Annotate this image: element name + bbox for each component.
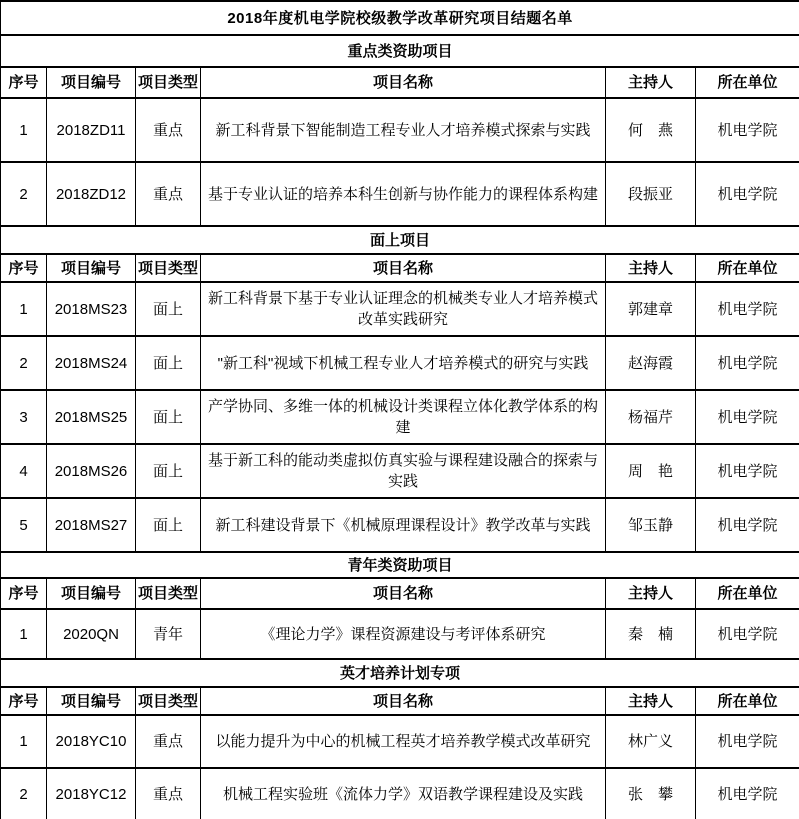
column-header-project-name: 项目名称 bbox=[201, 254, 606, 282]
cell-project-type: 重点 bbox=[136, 98, 201, 162]
column-header-project-name: 项目名称 bbox=[201, 687, 606, 715]
cell-project-name: 机械工程实验班《流体力学》双语教学课程建设及实践 bbox=[201, 768, 606, 819]
column-header-department: 所在单位 bbox=[696, 254, 799, 282]
cell-project-code: 2020QN bbox=[47, 609, 136, 659]
cell-project-code: 2018MS23 bbox=[47, 282, 136, 336]
table-row bbox=[1, 390, 799, 444]
cell-project-name: 新工科背景下基于专业认证理念的机械类专业人才培养模式改革实践研究 bbox=[201, 282, 606, 336]
column-header-index: 序号 bbox=[1, 687, 47, 715]
column-header-row bbox=[1, 254, 799, 282]
cell-project-code: 2018MS27 bbox=[47, 498, 136, 552]
cell-department: 机电学院 bbox=[696, 336, 799, 390]
cell-leader: 何 燕 bbox=[606, 98, 696, 162]
column-header-leader: 主持人 bbox=[606, 67, 696, 98]
cell-project-code: 2018MS24 bbox=[47, 336, 136, 390]
column-header-row bbox=[1, 687, 799, 715]
column-header-project-type: 项目类型 bbox=[136, 67, 201, 98]
table-row bbox=[1, 444, 799, 498]
cell-project-type: 重点 bbox=[136, 768, 201, 819]
section-title: 英才培养计划专项 bbox=[1, 659, 799, 687]
cell-leader: 杨福芹 bbox=[606, 390, 696, 444]
cell-index: 2 bbox=[1, 336, 47, 390]
cell-project-code: 2018MS25 bbox=[47, 390, 136, 444]
cell-leader: 张 攀 bbox=[606, 768, 696, 819]
cell-department: 机电学院 bbox=[696, 444, 799, 498]
cell-leader: 林广义 bbox=[606, 715, 696, 768]
column-header-project-type: 项目类型 bbox=[136, 254, 201, 282]
cell-project-code: 2018ZD12 bbox=[47, 162, 136, 226]
cell-index: 1 bbox=[1, 715, 47, 768]
cell-leader: 周 艳 bbox=[606, 444, 696, 498]
cell-department: 机电学院 bbox=[696, 609, 799, 659]
cell-index: 5 bbox=[1, 498, 47, 552]
column-header-index: 序号 bbox=[1, 67, 47, 98]
column-header-department: 所在单位 bbox=[696, 578, 799, 609]
cell-index: 2 bbox=[1, 162, 47, 226]
table-row bbox=[1, 98, 799, 162]
cell-project-type: 面上 bbox=[136, 336, 201, 390]
cell-index: 1 bbox=[1, 98, 47, 162]
column-header-row bbox=[1, 578, 799, 609]
cell-project-name: 基于新工科的能动类虚拟仿真实验与课程建设融合的探索与实践 bbox=[201, 444, 606, 498]
table-row bbox=[1, 715, 799, 768]
table-row bbox=[1, 609, 799, 659]
cell-project-type: 面上 bbox=[136, 498, 201, 552]
column-header-index: 序号 bbox=[1, 254, 47, 282]
cell-leader: 赵海霞 bbox=[606, 336, 696, 390]
section-row bbox=[1, 226, 799, 254]
section-title: 青年类资助项目 bbox=[1, 552, 799, 578]
cell-index: 4 bbox=[1, 444, 47, 498]
section-row bbox=[1, 35, 799, 67]
cell-project-code: 2018YC10 bbox=[47, 715, 136, 768]
column-header-project-name: 项目名称 bbox=[201, 67, 606, 98]
table-row bbox=[1, 162, 799, 226]
cell-project-type: 面上 bbox=[136, 282, 201, 336]
table-row bbox=[1, 336, 799, 390]
cell-index: 2 bbox=[1, 768, 47, 819]
page-title: 2018年度机电学院校级教学改革研究项目结题名单 bbox=[1, 1, 799, 35]
column-header-project-type: 项目类型 bbox=[136, 687, 201, 715]
column-header-project-type: 项目类型 bbox=[136, 578, 201, 609]
table-row bbox=[1, 768, 799, 819]
cell-leader: 郭建章 bbox=[606, 282, 696, 336]
cell-project-type: 重点 bbox=[136, 162, 201, 226]
section-title: 重点类资助项目 bbox=[1, 35, 799, 67]
column-header-project-name: 项目名称 bbox=[201, 578, 606, 609]
cell-leader: 邹玉静 bbox=[606, 498, 696, 552]
cell-department: 机电学院 bbox=[696, 282, 799, 336]
cell-leader: 秦 楠 bbox=[606, 609, 696, 659]
cell-department: 机电学院 bbox=[696, 162, 799, 226]
cell-project-name: 以能力提升为中心的机械工程英才培养教学模式改革研究 bbox=[201, 715, 606, 768]
cell-project-type: 青年 bbox=[136, 609, 201, 659]
column-header-project-code: 项目编号 bbox=[47, 67, 136, 98]
column-header-project-code: 项目编号 bbox=[47, 578, 136, 609]
section-row bbox=[1, 659, 799, 687]
cell-leader: 段振亚 bbox=[606, 162, 696, 226]
table-row bbox=[1, 498, 799, 552]
table-row bbox=[1, 282, 799, 336]
cell-department: 机电学院 bbox=[696, 768, 799, 819]
cell-project-name: 新工科建设背景下《机械原理课程设计》教学改革与实践 bbox=[201, 498, 606, 552]
cell-project-code: 2018YC12 bbox=[47, 768, 136, 819]
column-header-index: 序号 bbox=[1, 578, 47, 609]
cell-project-type: 面上 bbox=[136, 390, 201, 444]
cell-project-name: 《理论力学》课程资源建设与考评体系研究 bbox=[201, 609, 606, 659]
cell-department: 机电学院 bbox=[696, 390, 799, 444]
cell-index: 1 bbox=[1, 282, 47, 336]
cell-index: 3 bbox=[1, 390, 47, 444]
cell-project-name: 产学协同、多维一体的机械设计类课程立体化教学体系的构建 bbox=[201, 390, 606, 444]
column-header-department: 所在单位 bbox=[696, 687, 799, 715]
column-header-project-code: 项目编号 bbox=[47, 254, 136, 282]
cell-project-code: 2018ZD11 bbox=[47, 98, 136, 162]
column-header-department: 所在单位 bbox=[696, 67, 799, 98]
cell-project-name: "新工科"视域下机械工程专业人才培养模式的研究与实践 bbox=[201, 336, 606, 390]
cell-project-type: 面上 bbox=[136, 444, 201, 498]
cell-project-name: 新工科背景下智能制造工程专业人才培养模式探索与实践 bbox=[201, 98, 606, 162]
column-header-leader: 主持人 bbox=[606, 254, 696, 282]
cell-department: 机电学院 bbox=[696, 715, 799, 768]
title-row bbox=[1, 1, 799, 35]
cell-department: 机电学院 bbox=[696, 98, 799, 162]
column-header-row bbox=[1, 67, 799, 98]
cell-project-type: 重点 bbox=[136, 715, 201, 768]
column-header-project-code: 项目编号 bbox=[47, 687, 136, 715]
cell-index: 1 bbox=[1, 609, 47, 659]
section-title: 面上项目 bbox=[1, 226, 799, 254]
cell-department: 机电学院 bbox=[696, 498, 799, 552]
column-header-leader: 主持人 bbox=[606, 687, 696, 715]
column-header-leader: 主持人 bbox=[606, 578, 696, 609]
cell-project-name: 基于专业认证的培养本科生创新与协作能力的课程体系构建 bbox=[201, 162, 606, 226]
section-row bbox=[1, 552, 799, 578]
cell-project-code: 2018MS26 bbox=[47, 444, 136, 498]
